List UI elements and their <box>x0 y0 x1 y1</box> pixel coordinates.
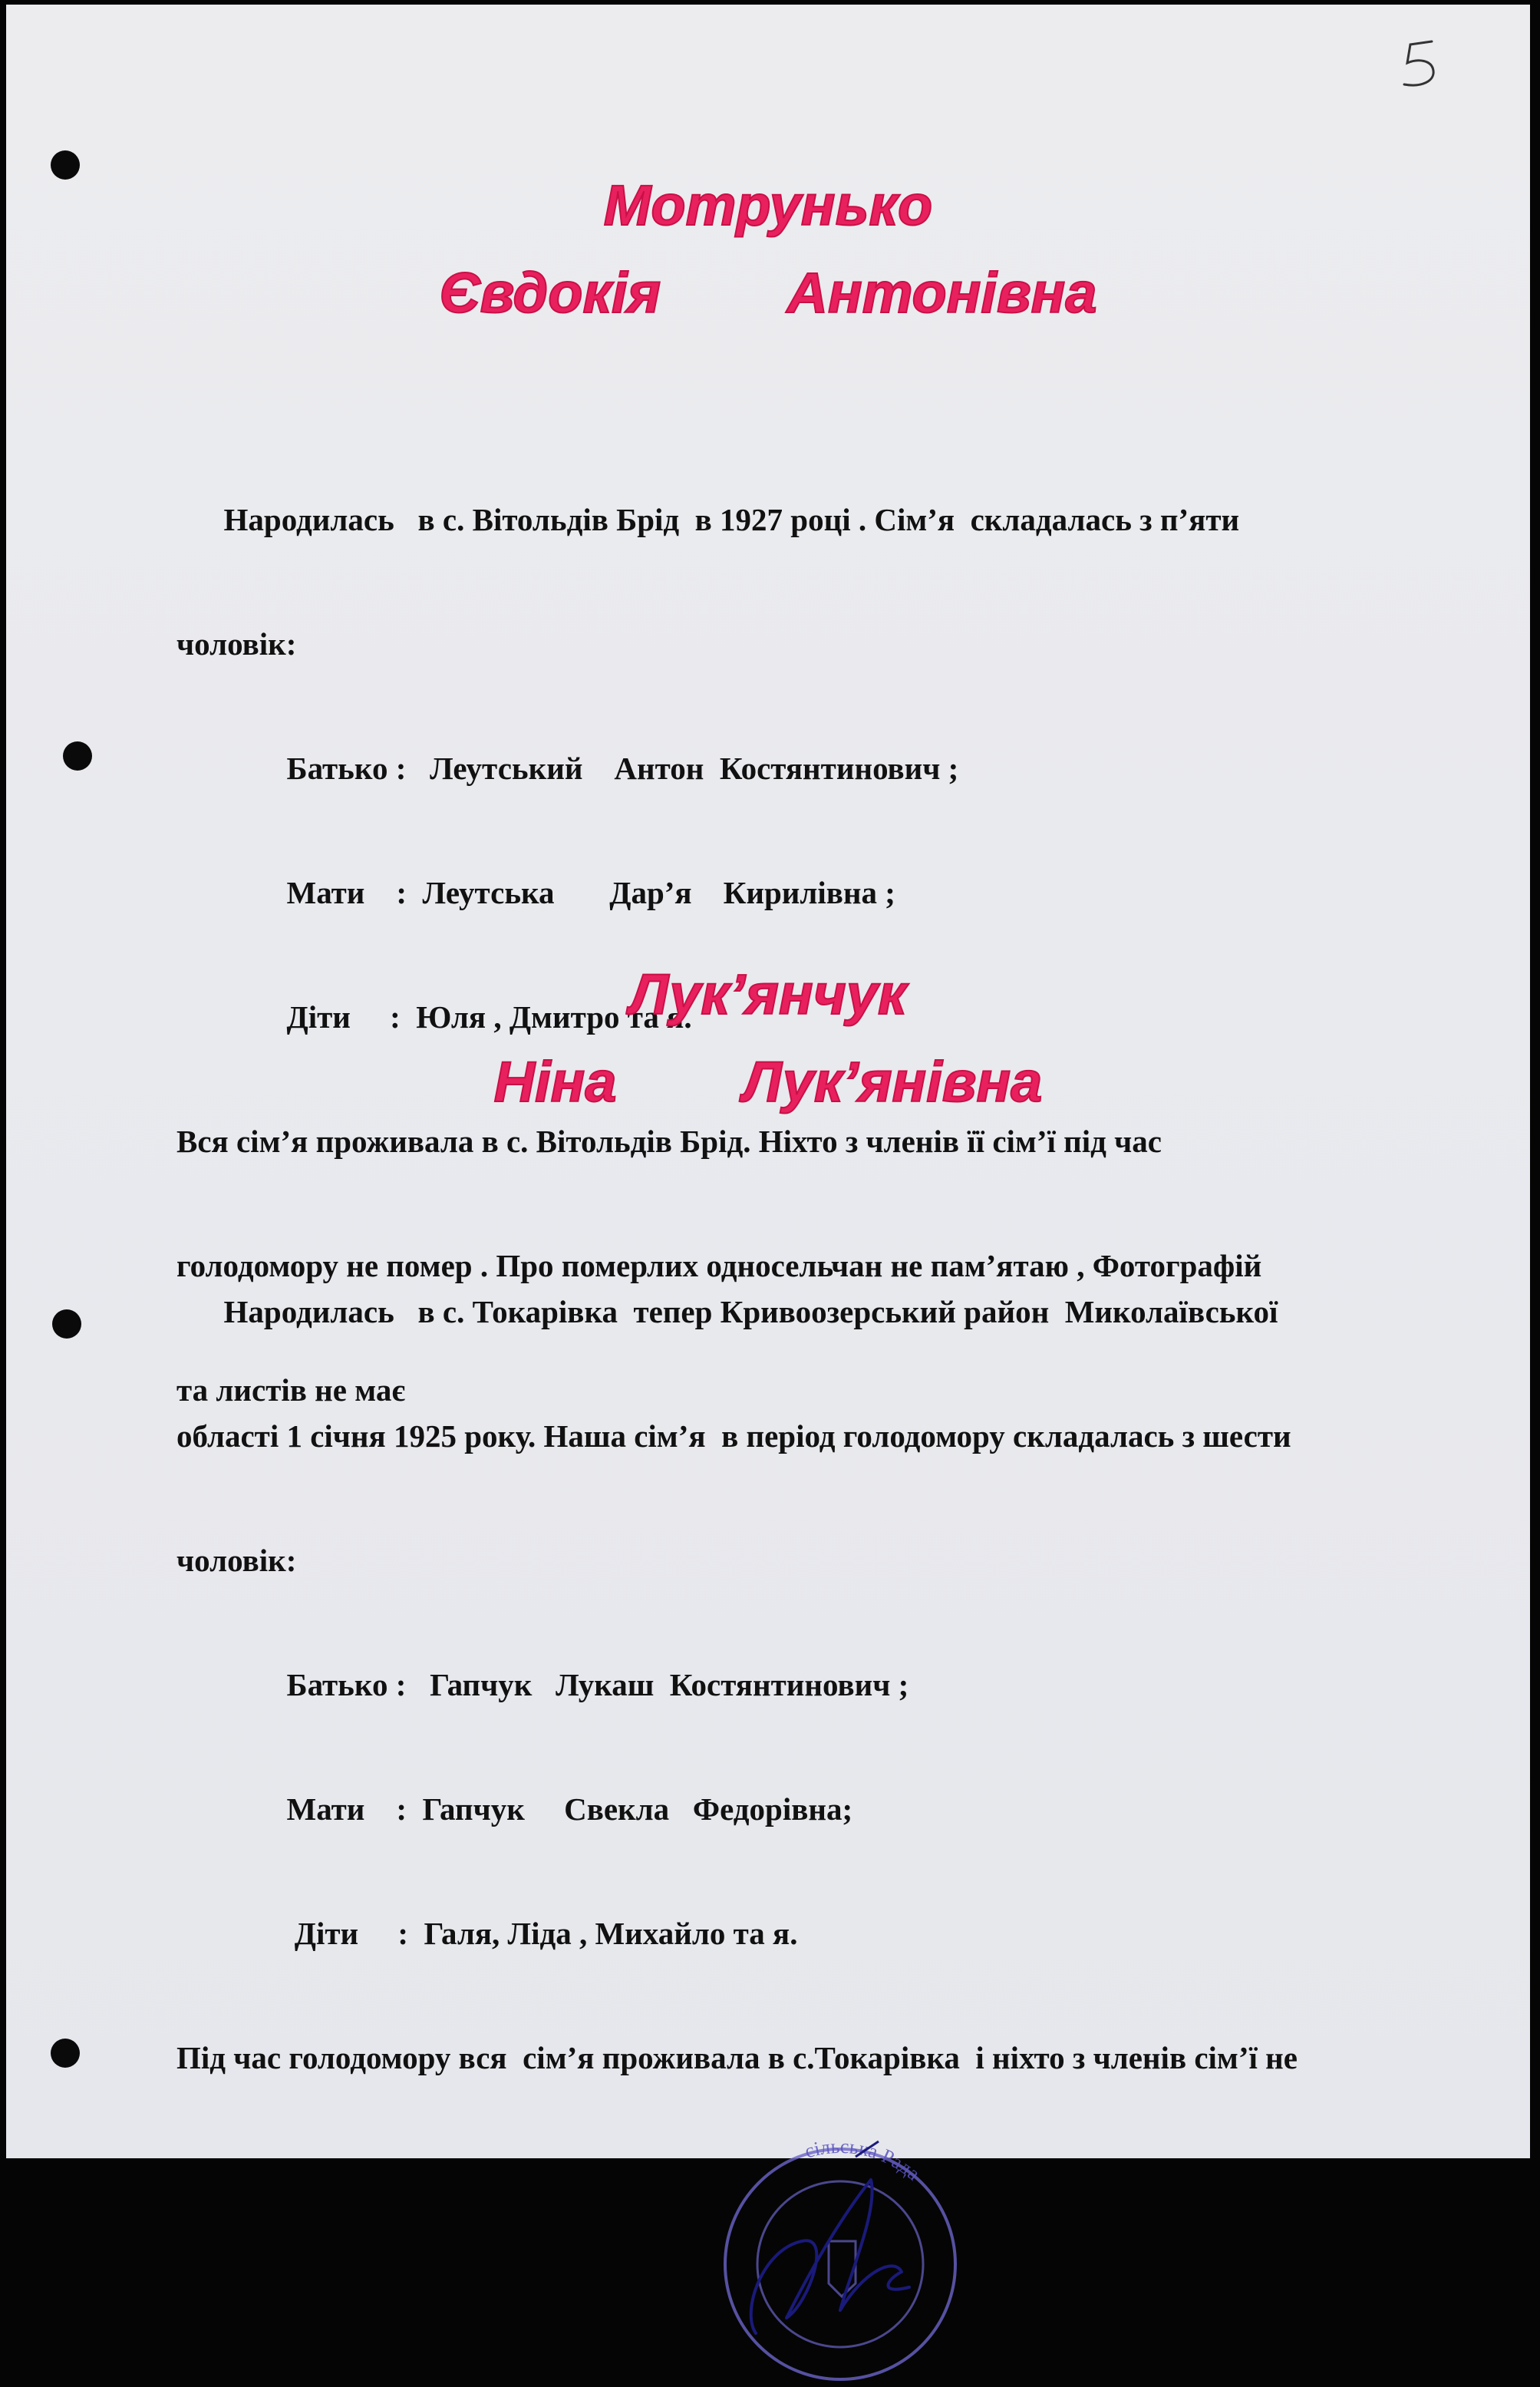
entry-1-line: Народилась в с. Вітольдів Брід в 1927 році . Сім’я складалась з п’яти <box>176 502 1240 537</box>
entry-1-line: Вся сім’я проживала в с. Вітольдів Брід. Ніхто з членів її сім’ї під час <box>176 1124 1162 1159</box>
entry-2-line: Батько : Гапчук Лукаш Костянтинович ; <box>176 1667 909 1702</box>
binder-hole-upper-middle <box>63 741 92 771</box>
entry-2-line: Народилась в с. Токарівка тепер Кривоозерський район Миколаївської <box>176 1294 1278 1329</box>
entry-1-line: Батько : Леутський Антон Костянтинович ; <box>176 751 959 786</box>
entry-2-line: Під час голодомору вся сім’я проживала в с.Токарівка і ніхто з членів сім’ї не <box>176 2040 1298 2075</box>
document-page <box>6 5 1530 2158</box>
entry-1-line: та листів не має <box>176 1372 406 1408</box>
stamp-lettering: сільська Рада <box>802 2134 925 2185</box>
entry-1-line: голодомору не помер . Про померлих односельчан не пам’ятаю , Фотографій <box>176 1248 1262 1283</box>
entry-2-line: чоловік: <box>176 1543 297 1578</box>
entry-2-line: Мати : Гапчук Свекла Федорівна; <box>176 1791 853 1827</box>
entry-2-given-names: Ніна Лук’янівна <box>493 1050 1043 1114</box>
entry-2-text <box>176 1208 1298 2158</box>
entry-1-line: Мати : Леутська Дар’я Кирилівна ; <box>176 875 895 910</box>
binder-hole-lower-middle <box>52 1309 81 1339</box>
entry-1-surname: Мотрунько <box>603 173 933 237</box>
entry-2-line: області 1 січня 1925 року. Наша сім’я в період голодомору складалась з шести <box>176 1418 1291 1454</box>
entry-1-line: Діти : Юля , Дмитро та я. <box>176 999 692 1035</box>
handwritten-page-number <box>1387 34 1456 95</box>
entry-2-surname: Лук’янчук <box>629 962 907 1026</box>
binder-hole-bottom <box>51 2039 80 2068</box>
official-stamp-with-signature <box>694 2126 986 2387</box>
svg-text:сільська Рада <box>803 2135 925 2185</box>
entry-1-line: чоловік: <box>176 626 297 662</box>
entry-2-line: Діти : Галя, Ліда , Михайло та я. <box>176 1916 798 1951</box>
entry-1-given-names: Євдокія Антонівна <box>439 261 1097 325</box>
